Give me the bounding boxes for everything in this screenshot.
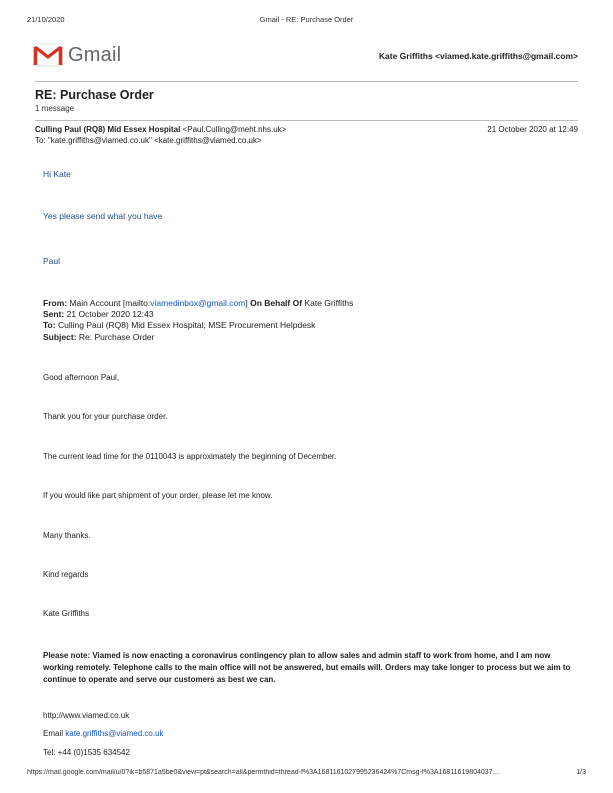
coronavirus-note: Please note: Viamed is now enacting a coronavirus contingency plan to allow sales and admin staff to work from home, and I am now working remotely. Telephone calls to the main office will not be answered, but emails will. Orders may take longer to process but we aim to continue to operate and serve our customers as best we can. bbox=[43, 651, 571, 684]
email-link[interactable]: kate.griffiths@viamed.co.uk bbox=[65, 729, 164, 738]
email-label: Email bbox=[43, 729, 64, 738]
print-page-number: 1/3 bbox=[576, 769, 586, 776]
gmail-logo-text: Gmail bbox=[68, 43, 122, 66]
message-sender bbox=[35, 125, 286, 134]
message-recipients: To: "kate.griffiths@viamed.co.uk" <kate.griffiths@viamed.co.uk> bbox=[35, 136, 262, 145]
quoted-sent bbox=[43, 309, 154, 319]
body-regards: Kind regards bbox=[43, 570, 89, 579]
print-footer-url: https://mail.google.com/mail/u/0?ik=b5871a5be0&view=pt&search=all&permthid=thread-f%3A1681161027995236424%7Cmsg-f%3A16811619804037… bbox=[27, 769, 500, 776]
thread-divider bbox=[35, 120, 578, 121]
reply-greeting: Hi Kate bbox=[43, 169, 71, 179]
contact-email bbox=[43, 729, 164, 738]
to-value: Culling Paul (RQ8) Mid Essex Hospital; MSE Procurement Helpdesk bbox=[57, 320, 316, 330]
body-greeting: Good afternoon Paul, bbox=[43, 373, 120, 382]
quoted-to bbox=[43, 320, 315, 330]
body-thanks: Thank you for your purchase order. bbox=[43, 412, 168, 421]
body-lead-time: The current lead time for the 0110043 is approximately the beginning of December. bbox=[43, 452, 337, 461]
body-signature: Kate Griffiths bbox=[43, 609, 90, 618]
message-count: 1 message bbox=[35, 104, 75, 113]
subject-label: Subject: bbox=[43, 332, 77, 342]
sender-name: Culling Paul (RQ8) Mid Essex Hospital bbox=[35, 125, 181, 134]
contact-tel: Tel: +44 (0)1535 634542 bbox=[43, 748, 130, 757]
from-after: ] bbox=[245, 298, 248, 308]
from-label: From: bbox=[43, 298, 68, 308]
reply-body: Yes please send what you have bbox=[43, 211, 163, 221]
print-date: 21/10/2020 bbox=[27, 15, 65, 24]
quoted-subject bbox=[43, 332, 155, 342]
subject-value: Re: Purchase Order bbox=[78, 332, 155, 342]
gmail-logo bbox=[33, 43, 121, 67]
reply-signature: Paul bbox=[43, 256, 61, 266]
sent-value: 21 October 2020 12:43 bbox=[66, 309, 154, 319]
account-name: Kate Griffiths <viamed.kate.griffiths@gmail.com> bbox=[378, 51, 578, 61]
body-many-thanks: Many thanks. bbox=[43, 531, 91, 540]
from-email-link[interactable]: viamedinbox@gmail.com bbox=[150, 298, 246, 308]
sender-email: <Paul.Culling@meht.nhs.uk> bbox=[182, 125, 287, 134]
message-date: 21 October 2020 at 12:49 bbox=[487, 125, 578, 134]
behalf-value: Kate Griffiths bbox=[304, 298, 354, 308]
gmail-m-icon bbox=[33, 43, 63, 67]
from-value: Main Account [mailto: bbox=[69, 298, 151, 308]
website-link[interactable]: http://www.viamed.co.uk bbox=[43, 711, 130, 720]
thread-subject: RE: Purchase Order bbox=[35, 88, 154, 102]
sent-label: Sent: bbox=[43, 309, 65, 319]
print-title: Gmail - RE: Purchase Order bbox=[259, 15, 354, 24]
header-divider bbox=[35, 81, 578, 82]
behalf-label: On Behalf Of bbox=[250, 298, 303, 308]
body-part-shipment: If you would like part shipment of your order, please let me know. bbox=[43, 491, 273, 500]
to-label: To: bbox=[43, 320, 56, 330]
quoted-from bbox=[43, 298, 353, 308]
